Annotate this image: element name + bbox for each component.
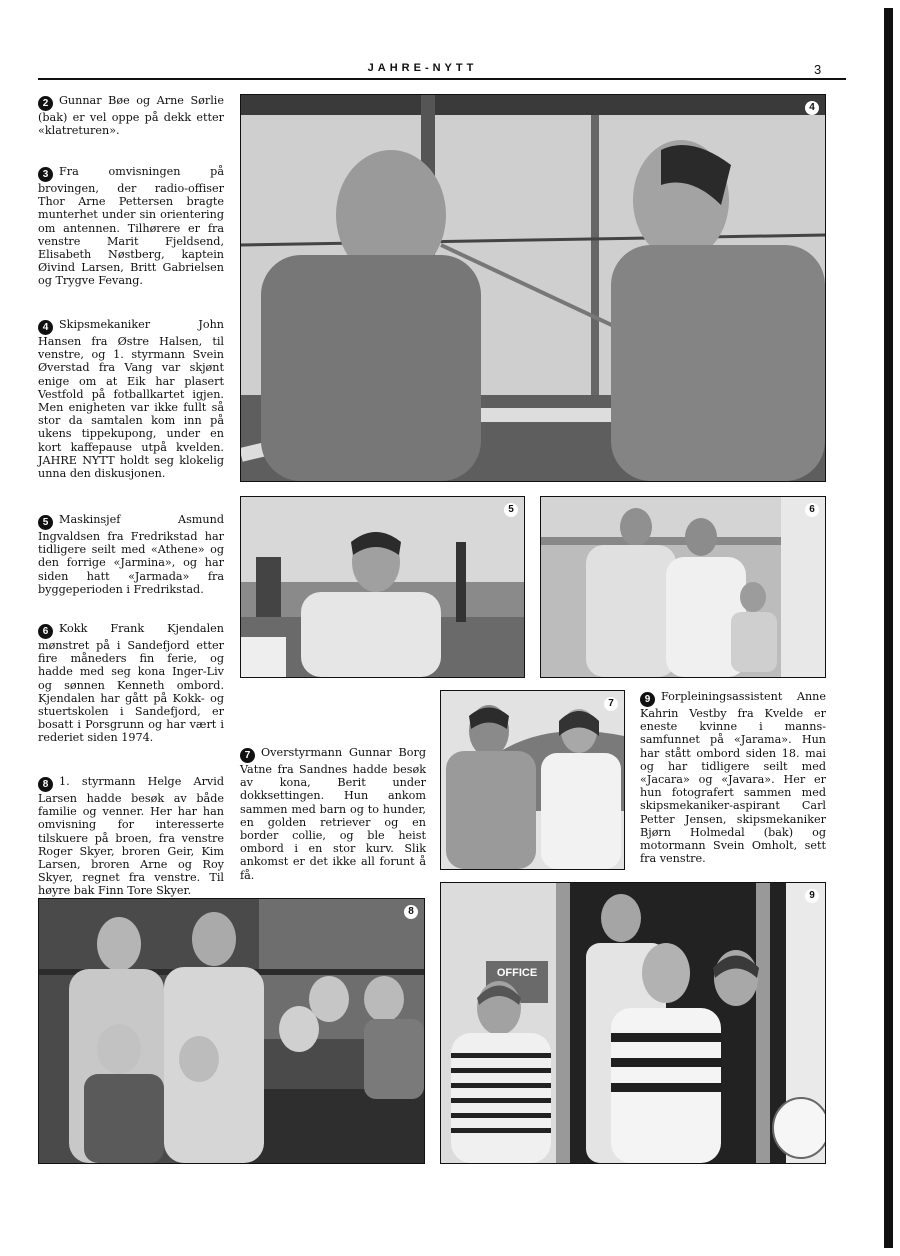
caption-number-badge: 5 bbox=[38, 515, 53, 530]
caption-number-badge: 9 bbox=[640, 692, 655, 707]
caption-text: Skipsmekaniker John Hansen fra Østre Halsen, til venstre, og 1. styrmann Svein Øverstad fra Vang var skjønt enige om at Eik har plasert Vestfold på fotballkartet igjen. Men enigheten var ikke fullt så stor da samtalen kom inn på ukens tippekupong, under en kort kaffepause utpå kvelden. JAHRE NYTT holdt seg klokelig unna den diskusjonen. bbox=[38, 318, 224, 481]
caption-7 bbox=[240, 746, 426, 882]
caption-text: Fra omvisningen på brovingen, der radio-offiser Thor Arne Pettersen bragte munterhet under sin orientering om antennen. Tilhørere er fra venstre Marit Fjeldsend, Elisabeth Nøstberg, kaptein Øivind Larsen, Britt Gabrielsen og Trygve Fevang. bbox=[38, 165, 224, 288]
caption-number-badge: 3 bbox=[38, 167, 53, 182]
caption-text: Kokk Frank Kjendalen mønstret på i Sandefjord etter fire måneders fin ferie, og hadde med seg kona Inger-Liv og sønnen Kenneth ombord. Kjendalen har gått på Kokk- og stuertskolen i Sandefjord, er bosatt i Porsgrunn og har vært i rederiet siden 1974. bbox=[38, 622, 224, 745]
caption-text: 1. styrmann Helge Arvid Larsen hadde besøk av både familie og venner. Her har han omvisning for interesserte tilskuere på broen, fra venstre Roger Skyer, broren Geir, Kim Larsen, broren Arne og Roy Skyer, regnet fra venstre. Til høyre bak Finn Tore Skyer. bbox=[38, 775, 224, 898]
caption-3 bbox=[38, 165, 224, 288]
page-number: 3 bbox=[814, 62, 822, 77]
photo-5-chief-engineer bbox=[240, 496, 525, 678]
caption-text: Forpleiningsassistent Anne Kahrin Vestby fra Kvelde er eneste kvinne i manns-samfunnet på «Jarama». Hun har stått ombord siden 18. mai og har tidligere seilt med «Jacara» og «Javara». Her er hun fotografert sammen med skipsmekaniker-aspirant Carl Petter Jensen, skipsmekaniker Bjørn Holmedal (bak) og motormann Svein Omholt, sett fra venstre. bbox=[640, 690, 826, 866]
photo-number-tag: 4 bbox=[805, 101, 819, 115]
header-rule bbox=[38, 78, 846, 80]
office-door-sign: OFFICE bbox=[496, 967, 538, 979]
caption-6 bbox=[38, 622, 224, 745]
photo-4-mechanics-on-deck bbox=[240, 94, 826, 482]
photo-number-tag: 5 bbox=[504, 503, 518, 517]
caption-4 bbox=[38, 318, 224, 480]
caption-text: Gunnar Bøe og Arne Sørlie (bak) er vel oppe på dekk etter «klatreturen». bbox=[38, 94, 224, 138]
caption-number-badge: 2 bbox=[38, 96, 53, 111]
photo-number-tag: 6 bbox=[805, 503, 819, 517]
photo-image bbox=[241, 95, 825, 481]
caption-9 bbox=[640, 690, 826, 865]
photo-6-cook-with-family bbox=[540, 496, 826, 678]
photo-8-bridge-tour bbox=[38, 898, 425, 1164]
photo-number-tag: 8 bbox=[404, 905, 418, 919]
photo-image bbox=[441, 883, 825, 1163]
caption-8 bbox=[38, 775, 224, 898]
caption-number-badge: 6 bbox=[38, 624, 53, 639]
caption-2 bbox=[38, 94, 224, 137]
caption-number-badge: 4 bbox=[38, 320, 53, 335]
caption-text: Overstyrmann Gunnar Borg Vatne fra Sandnes hadde besøk av kona, Berit under dokksettingen. Hun ankom sammen med barn og to hunder, en golden retriever og en border collie, og ble heist ombord i en stor kurv. Slik ankomst er det ikke all forunt å få. bbox=[240, 746, 426, 882]
caption-number-badge: 7 bbox=[240, 748, 255, 763]
caption-number-badge: 8 bbox=[38, 777, 53, 792]
photo-image bbox=[441, 691, 624, 869]
photo-image bbox=[39, 899, 424, 1163]
photo-image bbox=[241, 497, 524, 677]
photo-number-tag: 7 bbox=[604, 697, 618, 711]
caption-5 bbox=[38, 513, 224, 596]
caption-text: Maskinsjef Asmund Ingvaldsen fra Fredrikstad har tidligere seilt med «Athene» og den forrige «Jarmina», og har siden hatt «Jarmada» fra byggeperioden i Fredrikstad. bbox=[38, 513, 224, 596]
page-edge-bar bbox=[884, 8, 893, 1248]
publication-title: JAHRE-NYTT bbox=[367, 62, 478, 74]
photo-number-tag: 9 bbox=[805, 889, 819, 903]
photo-9-catering-assistant-with-crew bbox=[440, 882, 826, 1164]
photo-image bbox=[541, 497, 825, 677]
photo-7-chief-officer-and-wife bbox=[440, 690, 625, 870]
